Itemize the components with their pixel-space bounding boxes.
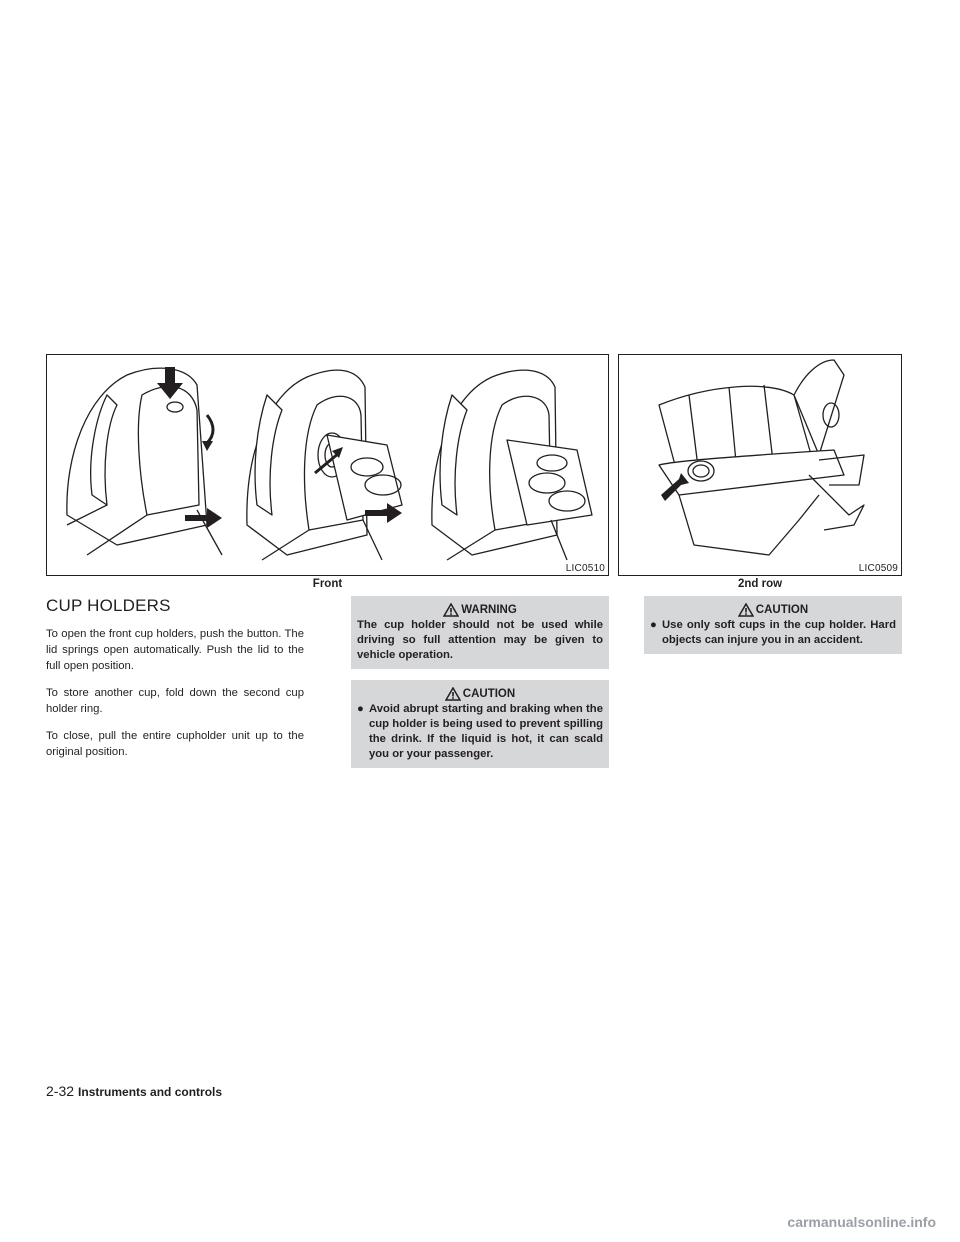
- figure-caption-front: Front: [312, 578, 343, 590]
- paragraph: To open the front cup holders, push the button. The lid springs open automatically. Push the lid to the full open position.: [46, 628, 304, 672]
- section-title: CUP HOLDERS: [46, 596, 171, 615]
- warning-triangle-icon: [445, 687, 461, 701]
- figure-front: [46, 354, 609, 576]
- column-caution: [644, 596, 902, 665]
- caution-item: [357, 702, 603, 762]
- warning-triangle-icon: [443, 603, 459, 617]
- second-row-cupholder-illustration: [619, 355, 901, 575]
- caution-label: CAUTION: [755, 603, 809, 616]
- page-footer: [46, 1083, 222, 1099]
- front-cupholder-illustration: [47, 355, 608, 575]
- figure-code: LIC0510: [565, 563, 605, 574]
- paragraph: To store another cup, fold down the second cup holder ring.: [46, 687, 304, 715]
- page-number: 2-32: [46, 1083, 75, 1099]
- warning-text: The cup holder should not be used while driving so full attention may be given to vehicle operation.: [357, 619, 603, 661]
- caution-header: [650, 601, 896, 618]
- figure-second-row: [618, 354, 902, 576]
- caution-header: [357, 685, 603, 702]
- watermark: carmanualsonline.info: [787, 1214, 936, 1230]
- caution-text: Use only soft cups in the cup holder. Hard objects can injure you in an accident.: [662, 619, 896, 646]
- caution-label: CAUTION: [462, 687, 516, 700]
- warning-box: [351, 596, 609, 669]
- caution-box: [644, 596, 902, 654]
- paragraph: To close, pull the entire cupholder unit up to the original position.: [46, 730, 304, 758]
- bullet: ●: [357, 703, 364, 715]
- column-warnings: [351, 596, 609, 779]
- figure-code: LIC0509: [858, 563, 898, 574]
- bullet: ●: [650, 619, 657, 631]
- warning-header: [357, 601, 603, 618]
- column-text: [46, 596, 304, 771]
- footer-section: Instruments and controls: [78, 1085, 223, 1099]
- caution-box: [351, 680, 609, 768]
- caution-text: Avoid abrupt starting and braking when the cup holder is being used to prevent spilling the drink. If the liquid is hot, it can scald you or your passenger.: [369, 703, 603, 760]
- caution-item: [650, 618, 896, 648]
- figure-caption-second-row: 2nd row: [737, 578, 783, 590]
- warning-label: WARNING: [461, 603, 517, 616]
- warning-triangle-icon: [738, 603, 754, 617]
